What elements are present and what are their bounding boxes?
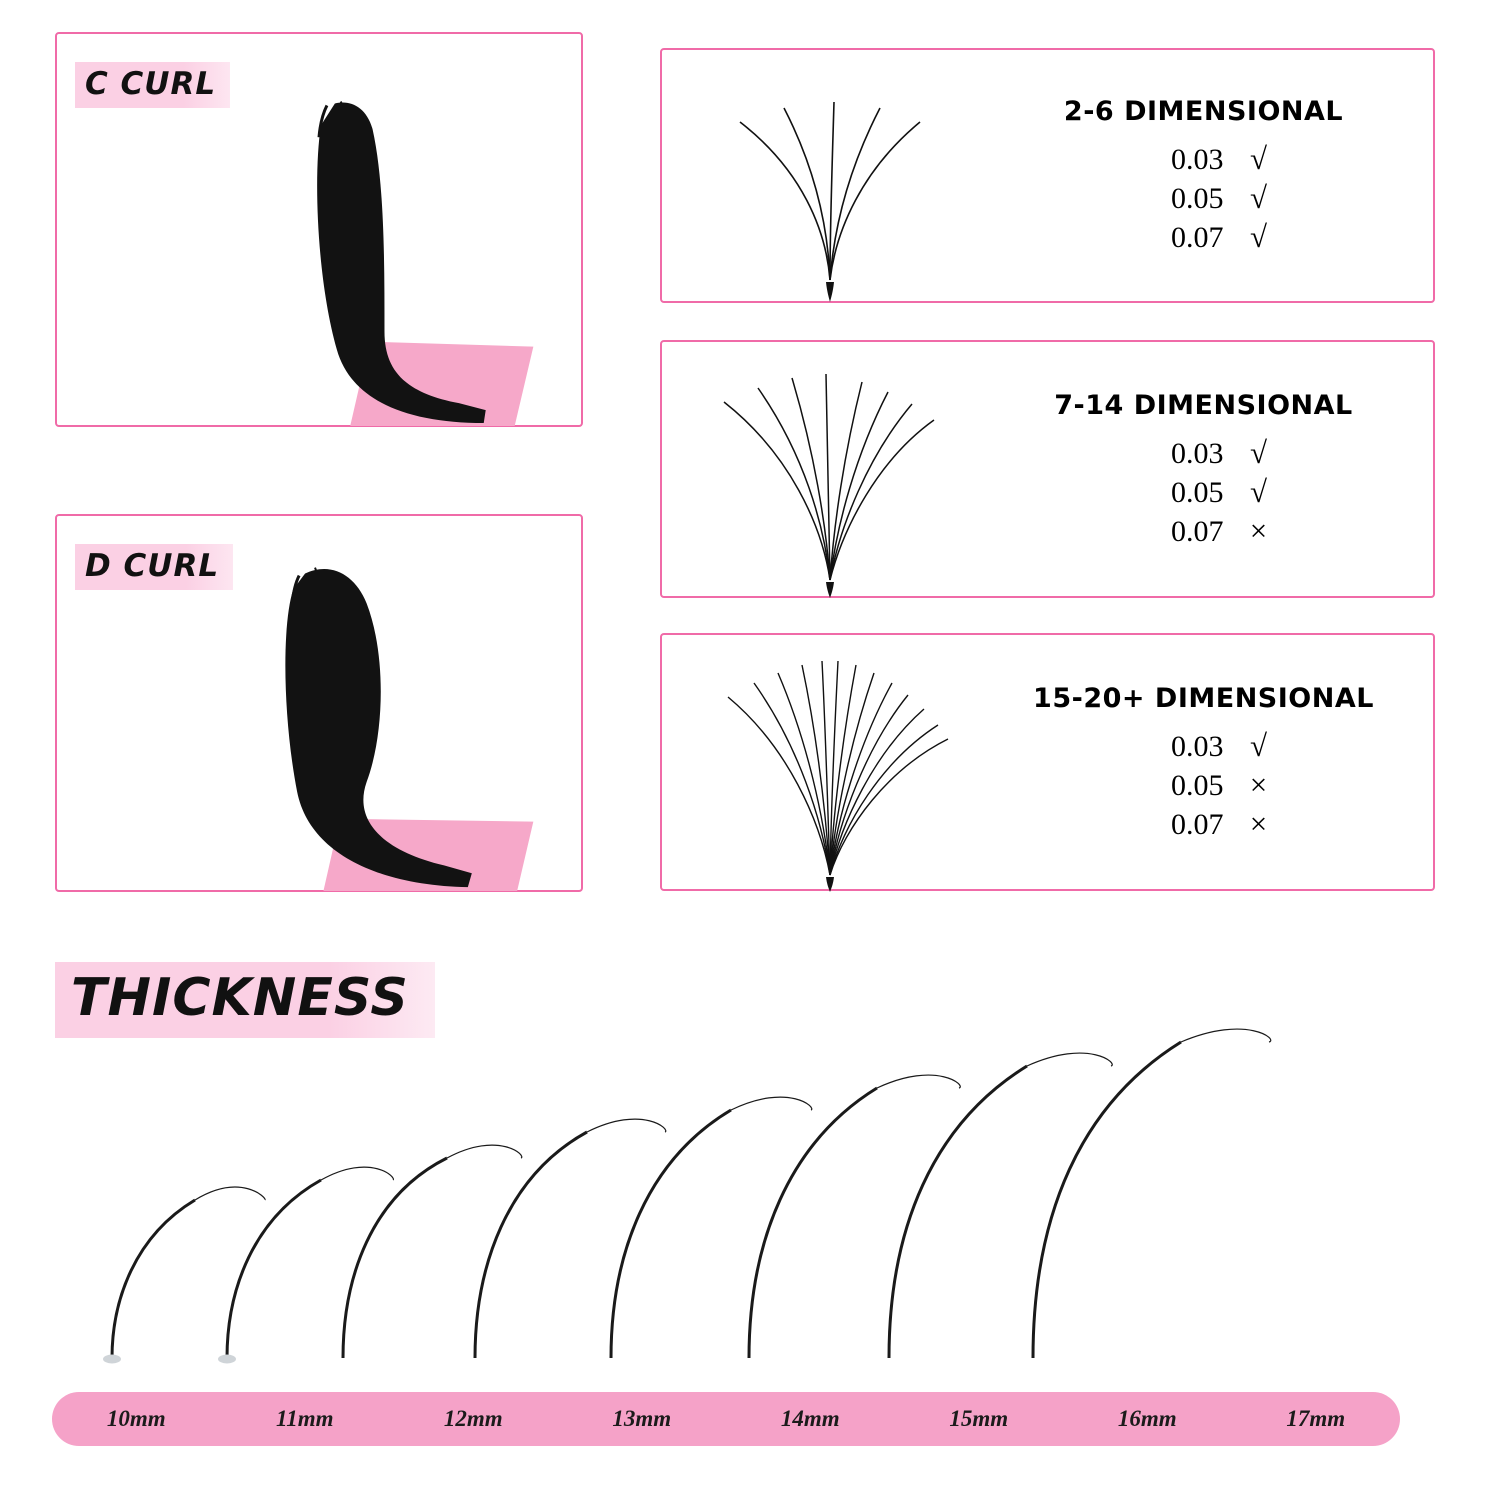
thickness-value: 0.05 <box>1171 182 1224 215</box>
dimension-info-15-20 <box>992 683 1433 842</box>
length-label: 14mm <box>780 1406 840 1431</box>
availability-row <box>1114 806 1294 842</box>
availability-row <box>1114 219 1294 255</box>
thickness-availability-list <box>1114 435 1294 549</box>
dimension-title: 2-6 DIMENSIONAL <box>1063 96 1344 127</box>
lash-length-illustrations <box>55 1000 1445 1370</box>
thickness-value: 0.05 <box>1171 768 1224 802</box>
length-label: 17mm <box>1286 1406 1346 1431</box>
thickness-value: 0.03 <box>1171 143 1224 176</box>
availability-row <box>1114 767 1294 803</box>
dimension-title: 15-20+ DIMENSIONAL <box>1033 682 1374 714</box>
lash-length-scale-bar <box>52 1392 1400 1446</box>
dimension-card-15-20 <box>660 633 1435 891</box>
thickness-heading: THICKNESS <box>55 962 435 1038</box>
availability-row <box>1114 435 1294 471</box>
c-curl-label: C CURL <box>75 62 230 108</box>
thickness-value: 0.07 <box>1171 514 1224 548</box>
dimension-title: 7-14 DIMENSIONAL <box>1054 389 1353 421</box>
length-label: 11mm <box>275 1406 334 1431</box>
availability-row <box>1114 728 1294 764</box>
availability-mark: √ <box>1249 434 1267 470</box>
length-label: 13mm <box>612 1406 672 1431</box>
d-curl-card <box>55 514 583 892</box>
thickness-availability-list <box>1114 141 1294 255</box>
dimension-info-2-6 <box>992 96 1433 255</box>
dimension-card-2-6 <box>660 48 1435 303</box>
thickness-value: 0.07 <box>1171 221 1224 254</box>
availability-mark: √ <box>1249 727 1267 763</box>
thickness-availability-list <box>1114 728 1294 842</box>
length-label: 10mm <box>106 1406 166 1431</box>
fan-illustration-2-6 <box>662 50 992 301</box>
length-label: 15mm <box>949 1406 1009 1431</box>
length-label: 16mm <box>1117 1406 1177 1431</box>
availability-mark: √ <box>1249 473 1267 509</box>
availability-mark: √ <box>1249 219 1267 254</box>
availability-mark: √ <box>1249 141 1267 176</box>
thickness-value: 0.03 <box>1171 729 1224 763</box>
availability-mark: √ <box>1249 180 1267 215</box>
lash-curves <box>55 1000 1445 1370</box>
availability-row <box>1114 513 1294 549</box>
availability-mark: × <box>1249 766 1268 802</box>
fan-illustration-15-20 <box>662 635 992 889</box>
dimension-card-7-14 <box>660 340 1435 598</box>
availability-row <box>1114 141 1294 177</box>
fan-illustration-7-14 <box>662 342 992 596</box>
c-curl-card <box>55 32 583 427</box>
dimension-info-7-14 <box>992 390 1433 549</box>
d-curl-label: D CURL <box>75 544 233 590</box>
availability-mark: × <box>1249 512 1268 548</box>
thickness-value: 0.05 <box>1171 475 1224 509</box>
length-label: 12mm <box>443 1406 503 1431</box>
thickness-value: 0.03 <box>1171 436 1224 470</box>
thickness-value: 0.07 <box>1171 807 1224 841</box>
availability-mark: × <box>1249 805 1268 841</box>
availability-row <box>1114 474 1294 510</box>
availability-row <box>1114 180 1294 216</box>
